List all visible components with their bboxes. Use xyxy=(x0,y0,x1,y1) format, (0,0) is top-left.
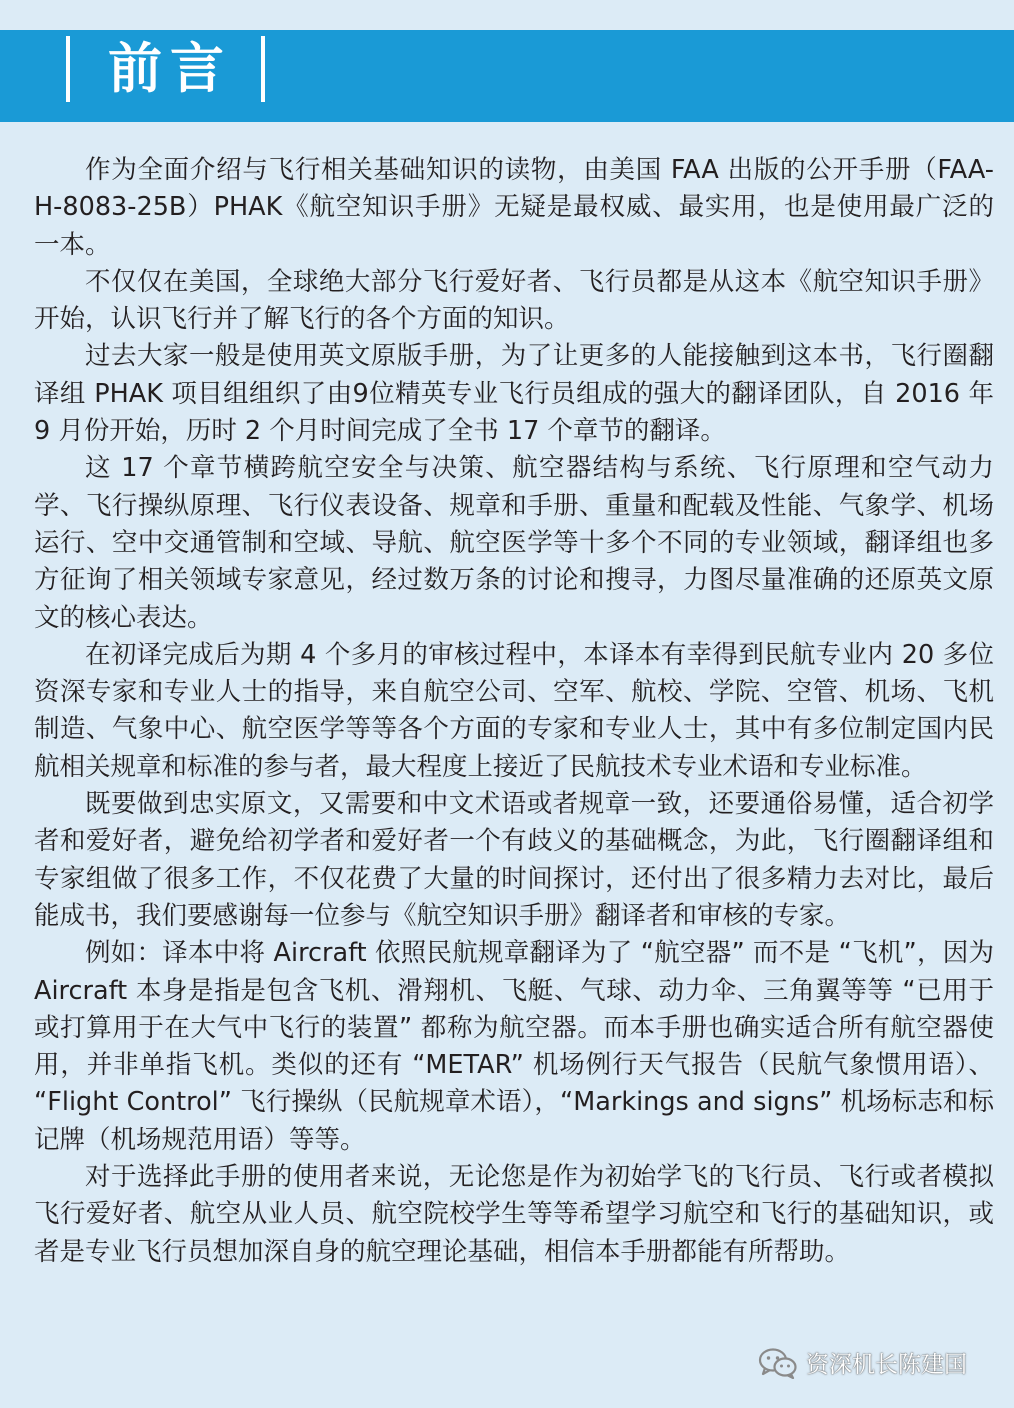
paragraph-5: 在初译完成后为期 4 个多月的审核过程中，本译本有幸得到民航专业内 20 多位资深专家和专业人士的指导，来自航空公司、空军、航校、学院、空管、机场、飞机制造、气象中心、航空医学等等各个方面的专家和专业人士，其中有多位制定国内民航相关规章和标准的参与者，最大程度上接近了民航技术专业术语和专业标准。 xyxy=(34,639,994,782)
paragraph-7: 例如：译本中将 Aircraft 依照民航规章翻译为了 “航空器” 而不是 “飞机”，因为 Aircraft 本身是指是包含飞机、滑翔机、飞艇、气球、动力伞、三角翼等等 “已用于或打算用于在大气中飞行的装置” 都称为航空器。而本手册也确实适合所有航空器使用，并非单指飞机。类似的还有 “METAR” 机场例行天气报告（民航气象惯用语）、 “Flight Control” 飞行操纵（民航规章术语），“Markings and signs” 机场标志和标记牌（机场规范用语）等等。 xyxy=(34,938,994,1155)
paragraph-3: 过去大家一般是使用英文原版手册，为了让更多的人能接触到这本书，飞行圈翻译组 PHAK 项目组组织了由9位精英专业飞行员组成的强大的翻译团队，自 2016 年 9 月份开始，历时 2 个月时间完成了全书 17 个章节的翻译。 xyxy=(34,341,994,447)
preface-body xyxy=(34,152,994,1271)
wechat-icon xyxy=(758,1347,798,1379)
header-divider-left xyxy=(66,36,70,102)
header-band xyxy=(0,30,1014,122)
paragraph-6: 既要做到忠实原文，又需要和中文术语或者规章一致，还要通俗易懂，适合初学者和爱好者，避免给初学者和爱好者一个有歧义的基础概念，为此，飞行圈翻译组和专家组做了很多工作，不仅花费了大量的时间探讨，还付出了很多精力去对比，最后能成书，我们要感谢每一位参与《航空知识手册》翻译者和审核的专家。 xyxy=(34,789,994,931)
watermark-text: 资深机长陈建国 xyxy=(806,1352,967,1378)
paragraph-1: 作为全面介绍与飞行相关基础知识的读物，由美国 FAA 出版的公开手册（FAA-H-8083-25B）PHAK《航空知识手册》无疑是最权威、最实用，也是使用最广泛的一本。 xyxy=(34,155,994,260)
paragraph-4: 这 17 个章节横跨航空安全与决策、航空器结构与系统、飞行原理和空气动力学、飞行操纵原理、飞行仪表设备、规章和手册、重量和配载及性能、气象学、机场运行、空中交通管制和空域、导航、航空医学等十多个不同的专业领域，翻译组也多方征询了相关领域专家意见，经过数万条的讨论和搜寻，力图尽量准确的还原英文原文的核心表达。 xyxy=(34,453,994,633)
watermark xyxy=(758,1346,967,1379)
header-divider-right xyxy=(261,36,265,102)
paragraph-2: 不仅仅在美国，全球绝大部分飞行爱好者、飞行员都是从这本《航空知识手册》开始，认识飞行并了解飞行的各个方面的知识。 xyxy=(34,266,994,335)
paragraph-8: 对于选择此手册的使用者来说，无论您是作为初始学飞的飞行员、飞行或者模拟飞行爱好者、航空从业人员、航空院校学生等等希望学习航空和飞行的基础知识，或者是专业飞行员想加深自身的航空理论基础，相信本手册都能有所帮助。 xyxy=(34,1162,994,1267)
page-title: 前言 xyxy=(108,37,232,100)
